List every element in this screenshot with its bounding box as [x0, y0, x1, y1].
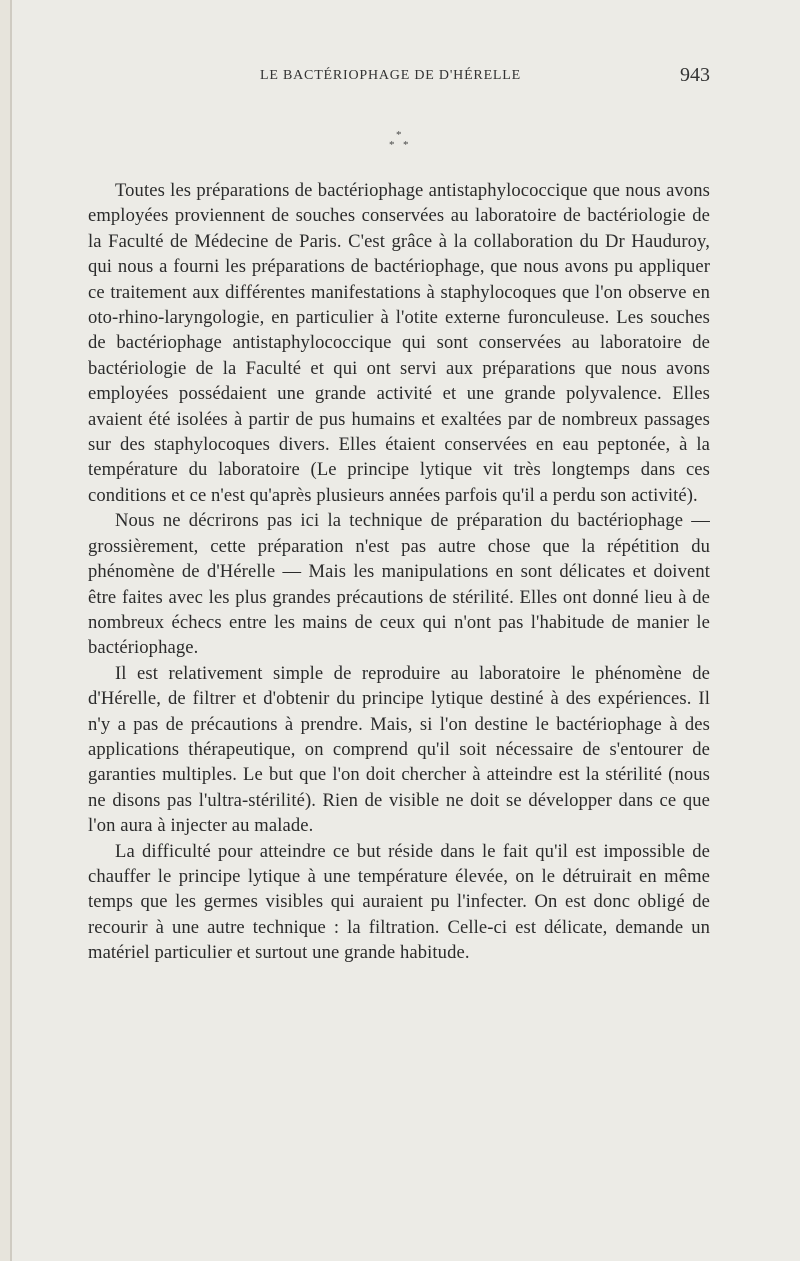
paragraph: La difficulté pour atteindre ce but réside dans le fait qu'il est impossible de chauffer le principe lytique à une température élevée, on le détruirait en même temps que les germes visibles qui auraient pu l'infecter. On est donc obligé de recourir à une autre technique : la filtration. Celle-ci est délicate, demande un matériel particulier et surtout une grande habitude. — [88, 840, 710, 964]
paragraph: Nous ne décrirons pas ici la technique de préparation du bactériophage — grossièrement, cette préparation n'est pas autre chose que la répétition du phénomène de d'Hérelle — Mais les manipulations en sont délicates et doivent être faites avec les plus grandes précautions de stérilité. Elles ont donné lieu à de nombreux échecs entre les mains de ceux qui n'ont pas l'habitude de manier le bactériophage. — [88, 510, 710, 659]
asterism-star-right: * — [403, 139, 409, 151]
section-break-asterism — [0, 128, 800, 158]
asterism-star-top: * — [396, 129, 402, 141]
paragraph: Toutes les préparations de bactériophage antistaphylococcique que nous avons employées proviennent de souches conservées au laboratoire de bactériologie de la Faculté de Médecine de Paris. C'est grâce à la collaboration du Dr Hauduroy, qui nous a fourni les préparations de bactériophage, que nous avons pu appliquer ce traitement aux différentes manifestations à staphylocoques que l'on observe en oto-rhino-laryngologie, en particulier à l'otite externe furonculeuse. Les souches de bactériophage antistaphylococcique qui sont conservées au laboratoire de bactériologie de la Faculté et qui ont servi aux préparations que nous avons employées possédaient une grande activité et une grande polyvalence. Elles avaient été isolées à partir de pus humains et exaltées par de nombreux passages sur des staphylocoques divers. Elles étaient conservées en eau peptonée, à la température du laboratoire (Le principe lytique vit très longtemps dans ces conditions et ce n'est qu'après plusieurs années parfois qu'il a perdu son activité). — [88, 180, 710, 506]
body-text — [88, 178, 710, 966]
paragraph: Il est relativement simple de reproduire au laboratoire le phénomène de d'Hérelle, de filtrer et d'obtenir du principe lytique destiné à des expériences. Il n'y a pas de précautions à prendre. Mais, si l'on destine le bactériophage à des applications thérapeutique, on comprend qu'il soit nécessaire de s'entourer de garanties multiples. Le but que l'on doit chercher à atteindre est la stérilité (nous ne disons pas l'ultra-stérilité). Rien de visible ne doit se développer dans ce que l'on aura à injecter au malade. — [88, 662, 710, 837]
asterism-star-left: * — [389, 139, 395, 151]
page-number: 943 — [680, 64, 710, 86]
running-title: LE BACTÉRIOPHAGE DE D'HÉRELLE — [260, 68, 521, 83]
